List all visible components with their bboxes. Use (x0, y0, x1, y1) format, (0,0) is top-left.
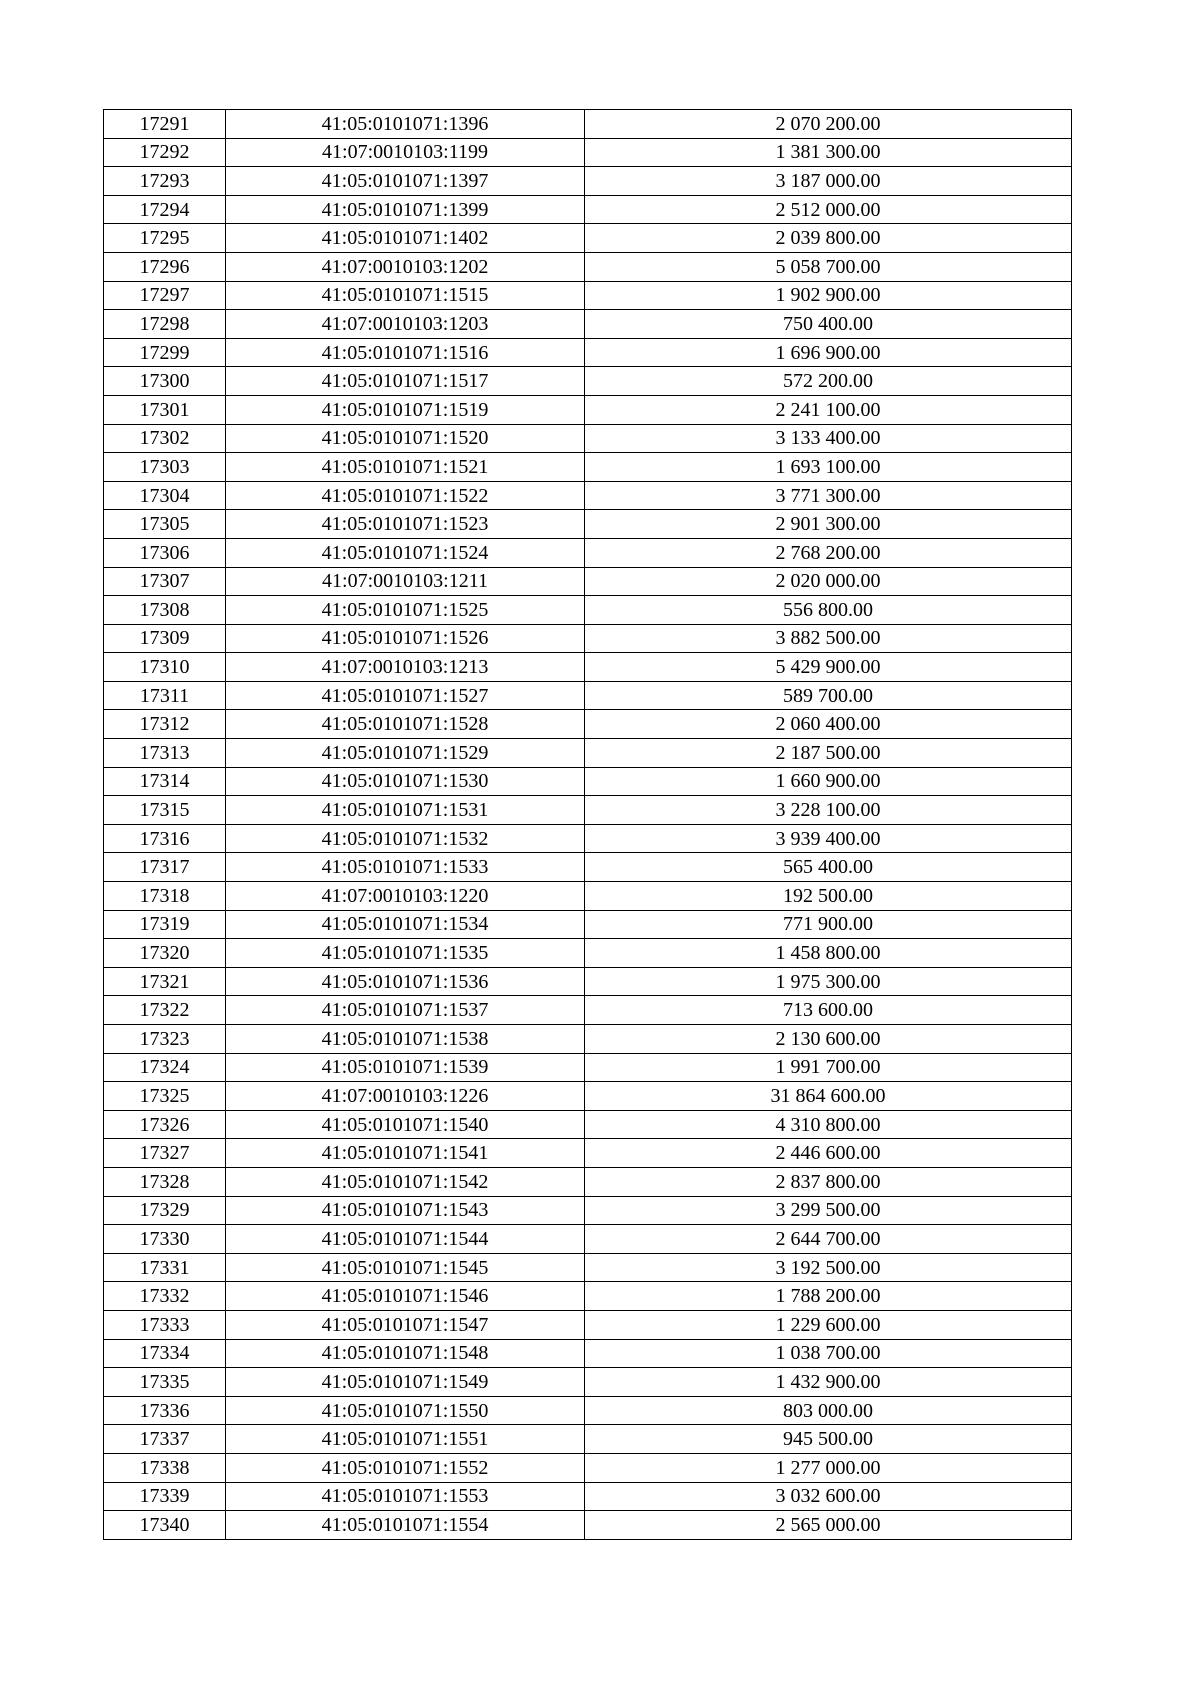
row-number-cell: 17299 (104, 338, 226, 367)
cadastral-value-cell: 565 400.00 (585, 853, 1072, 882)
row-number-cell: 17323 (104, 1025, 226, 1054)
table-row (104, 538, 1072, 567)
row-number-cell: 17337 (104, 1425, 226, 1454)
cadastral-value-cell: 2 130 600.00 (585, 1025, 1072, 1054)
cadastral-number-cell: 41:05:0101071:1399 (226, 195, 585, 224)
cadastral-number-cell: 41:05:0101071:1397 (226, 167, 585, 196)
row-number-cell: 17339 (104, 1482, 226, 1511)
row-number-cell: 17300 (104, 367, 226, 396)
row-number-cell: 17331 (104, 1253, 226, 1282)
table-row (104, 110, 1072, 139)
cadastral-value-cell: 1 902 900.00 (585, 281, 1072, 310)
table-row (104, 767, 1072, 796)
cadastral-number-cell: 41:05:0101071:1531 (226, 796, 585, 825)
cadastral-number-cell: 41:05:0101071:1545 (226, 1253, 585, 1282)
cadastral-value-cell: 1 693 100.00 (585, 453, 1072, 482)
table-row (104, 1368, 1072, 1397)
cadastral-value-cell: 3 299 500.00 (585, 1196, 1072, 1225)
cadastral-number-cell: 41:07:0010103:1213 (226, 653, 585, 682)
cadastral-number-cell: 41:07:0010103:1226 (226, 1082, 585, 1111)
cadastral-number-cell: 41:05:0101071:1520 (226, 424, 585, 453)
cadastral-number-cell: 41:07:0010103:1199 (226, 138, 585, 167)
table-row (104, 1396, 1072, 1425)
row-number-cell: 17332 (104, 1282, 226, 1311)
cadastral-number-cell: 41:05:0101071:1528 (226, 710, 585, 739)
cadastral-number-cell: 41:05:0101071:1525 (226, 596, 585, 625)
cadastral-number-cell: 41:05:0101071:1535 (226, 939, 585, 968)
cadastral-value-cell: 2 565 000.00 (585, 1511, 1072, 1540)
table-row (104, 996, 1072, 1025)
cadastral-number-cell: 41:07:0010103:1211 (226, 567, 585, 596)
table-row (104, 824, 1072, 853)
row-number-cell: 17336 (104, 1396, 226, 1425)
table-row (104, 1425, 1072, 1454)
row-number-cell: 17325 (104, 1082, 226, 1111)
cadastral-value-cell: 2 768 200.00 (585, 538, 1072, 567)
table-row (104, 453, 1072, 482)
table-row (104, 853, 1072, 882)
cadastral-value-cell: 945 500.00 (585, 1425, 1072, 1454)
row-number-cell: 17298 (104, 310, 226, 339)
cadastral-value-cell: 1 788 200.00 (585, 1282, 1072, 1311)
cadastral-value-cell: 2 070 200.00 (585, 110, 1072, 139)
table-row (104, 1339, 1072, 1368)
row-number-cell: 17322 (104, 996, 226, 1025)
cadastral-value-cell: 1 432 900.00 (585, 1368, 1072, 1397)
cadastral-number-cell: 41:05:0101071:1552 (226, 1453, 585, 1482)
cadastral-number-cell: 41:05:0101071:1522 (226, 481, 585, 510)
table-row (104, 224, 1072, 253)
table-row (104, 967, 1072, 996)
row-number-cell: 17308 (104, 596, 226, 625)
table-row (104, 424, 1072, 453)
cadastral-number-cell: 41:05:0101071:1554 (226, 1511, 585, 1540)
cadastral-number-cell: 41:05:0101071:1532 (226, 824, 585, 853)
cadastral-value-cell: 1 277 000.00 (585, 1453, 1072, 1482)
cadastral-value-cell: 2 060 400.00 (585, 710, 1072, 739)
cadastral-number-cell: 41:05:0101071:1524 (226, 538, 585, 567)
row-number-cell: 17312 (104, 710, 226, 739)
table-row (104, 1453, 1072, 1482)
cadastral-value-cell: 3 882 500.00 (585, 624, 1072, 653)
table-row (104, 510, 1072, 539)
row-number-cell: 17329 (104, 1196, 226, 1225)
cadastral-value-cell: 1 381 300.00 (585, 138, 1072, 167)
cadastral-number-cell: 41:05:0101071:1533 (226, 853, 585, 882)
table-row (104, 481, 1072, 510)
cadastral-number-cell: 41:05:0101071:1542 (226, 1167, 585, 1196)
cadastral-number-cell: 41:05:0101071:1396 (226, 110, 585, 139)
cadastral-value-cell: 3 187 000.00 (585, 167, 1072, 196)
cadastral-number-cell: 41:05:0101071:1547 (226, 1310, 585, 1339)
table-row (104, 596, 1072, 625)
row-number-cell: 17310 (104, 653, 226, 682)
cadastral-value-cell: 5 058 700.00 (585, 252, 1072, 281)
cadastral-number-cell: 41:05:0101071:1521 (226, 453, 585, 482)
cadastral-number-cell: 41:07:0010103:1220 (226, 882, 585, 911)
cadastral-value-cell: 3 228 100.00 (585, 796, 1072, 825)
table-body (104, 110, 1072, 1540)
row-number-cell: 17315 (104, 796, 226, 825)
cadastral-number-cell: 41:05:0101071:1534 (226, 910, 585, 939)
cadastral-value-cell: 2 020 000.00 (585, 567, 1072, 596)
row-number-cell: 17333 (104, 1310, 226, 1339)
table-row (104, 882, 1072, 911)
row-number-cell: 17295 (104, 224, 226, 253)
table-row (104, 710, 1072, 739)
row-number-cell: 17326 (104, 1110, 226, 1139)
table-row (104, 1282, 1072, 1311)
table-row (104, 1511, 1072, 1540)
cadastral-value-table-container (103, 109, 1071, 1540)
row-number-cell: 17297 (104, 281, 226, 310)
cadastral-number-cell: 41:05:0101071:1553 (226, 1482, 585, 1511)
table-row (104, 1482, 1072, 1511)
row-number-cell: 17307 (104, 567, 226, 596)
row-number-cell: 17305 (104, 510, 226, 539)
cadastral-number-cell: 41:05:0101071:1544 (226, 1225, 585, 1254)
table-row (104, 653, 1072, 682)
row-number-cell: 17309 (104, 624, 226, 653)
cadastral-value-cell: 1 229 600.00 (585, 1310, 1072, 1339)
cadastral-value-cell: 1 038 700.00 (585, 1339, 1072, 1368)
row-number-cell: 17318 (104, 882, 226, 911)
cadastral-value-cell: 1 696 900.00 (585, 338, 1072, 367)
cadastral-number-cell: 41:05:0101071:1548 (226, 1339, 585, 1368)
cadastral-number-cell: 41:05:0101071:1527 (226, 681, 585, 710)
table-row (104, 310, 1072, 339)
table-row (104, 167, 1072, 196)
table-row (104, 195, 1072, 224)
table-row (104, 681, 1072, 710)
cadastral-value-cell: 750 400.00 (585, 310, 1072, 339)
row-number-cell: 17335 (104, 1368, 226, 1397)
row-number-cell: 17334 (104, 1339, 226, 1368)
cadastral-number-cell: 41:07:0010103:1203 (226, 310, 585, 339)
cadastral-value-cell: 1 991 700.00 (585, 1053, 1072, 1082)
table-row (104, 1225, 1072, 1254)
table-row (104, 367, 1072, 396)
cadastral-number-cell: 41:05:0101071:1517 (226, 367, 585, 396)
cadastral-value-cell: 3 032 600.00 (585, 1482, 1072, 1511)
cadastral-number-cell: 41:05:0101071:1550 (226, 1396, 585, 1425)
table-row (104, 338, 1072, 367)
table-row (104, 1196, 1072, 1225)
cadastral-value-cell: 803 000.00 (585, 1396, 1072, 1425)
row-number-cell: 17306 (104, 538, 226, 567)
table-row (104, 281, 1072, 310)
cadastral-value-cell: 2 187 500.00 (585, 739, 1072, 768)
cadastral-number-cell: 41:05:0101071:1519 (226, 395, 585, 424)
table-row (104, 624, 1072, 653)
cadastral-value-cell: 3 771 300.00 (585, 481, 1072, 510)
cadastral-value-cell: 5 429 900.00 (585, 653, 1072, 682)
row-number-cell: 17317 (104, 853, 226, 882)
row-number-cell: 17327 (104, 1139, 226, 1168)
cadastral-value-cell: 3 133 400.00 (585, 424, 1072, 453)
cadastral-number-cell: 41:05:0101071:1515 (226, 281, 585, 310)
table-row (104, 567, 1072, 596)
cadastral-value-cell: 2 837 800.00 (585, 1167, 1072, 1196)
cadastral-number-cell: 41:05:0101071:1546 (226, 1282, 585, 1311)
row-number-cell: 17321 (104, 967, 226, 996)
cadastral-number-cell: 41:05:0101071:1543 (226, 1196, 585, 1225)
cadastral-value-cell: 2 901 300.00 (585, 510, 1072, 539)
cadastral-number-cell: 41:05:0101071:1551 (226, 1425, 585, 1454)
row-number-cell: 17302 (104, 424, 226, 453)
cadastral-value-cell: 1 660 900.00 (585, 767, 1072, 796)
cadastral-value-cell: 2 512 000.00 (585, 195, 1072, 224)
table-row (104, 1139, 1072, 1168)
cadastral-value-cell: 713 600.00 (585, 996, 1072, 1025)
row-number-cell: 17293 (104, 167, 226, 196)
cadastral-value-cell: 2 644 700.00 (585, 1225, 1072, 1254)
cadastral-value-cell: 31 864 600.00 (585, 1082, 1072, 1111)
table-row (104, 939, 1072, 968)
cadastral-value-cell: 1 458 800.00 (585, 939, 1072, 968)
row-number-cell: 17328 (104, 1167, 226, 1196)
table-row (104, 1082, 1072, 1111)
row-number-cell: 17311 (104, 681, 226, 710)
cadastral-number-cell: 41:05:0101071:1541 (226, 1139, 585, 1168)
row-number-cell: 17294 (104, 195, 226, 224)
row-number-cell: 17291 (104, 110, 226, 139)
table-row (104, 138, 1072, 167)
table-row (104, 1310, 1072, 1339)
row-number-cell: 17330 (104, 1225, 226, 1254)
row-number-cell: 17304 (104, 481, 226, 510)
cadastral-number-cell: 41:05:0101071:1537 (226, 996, 585, 1025)
cadastral-number-cell: 41:05:0101071:1402 (226, 224, 585, 253)
cadastral-value-cell: 589 700.00 (585, 681, 1072, 710)
cadastral-number-cell: 41:05:0101071:1523 (226, 510, 585, 539)
cadastral-number-cell: 41:05:0101071:1549 (226, 1368, 585, 1397)
row-number-cell: 17292 (104, 138, 226, 167)
row-number-cell: 17303 (104, 453, 226, 482)
cadastral-number-cell: 41:05:0101071:1530 (226, 767, 585, 796)
table-row (104, 796, 1072, 825)
cadastral-number-cell: 41:05:0101071:1516 (226, 338, 585, 367)
table-row (104, 739, 1072, 768)
table-row (104, 910, 1072, 939)
cadastral-number-cell: 41:07:0010103:1202 (226, 252, 585, 281)
row-number-cell: 17313 (104, 739, 226, 768)
row-number-cell: 17301 (104, 395, 226, 424)
cadastral-value-cell: 2 446 600.00 (585, 1139, 1072, 1168)
table-row (104, 252, 1072, 281)
cadastral-value-table (103, 109, 1072, 1540)
cadastral-value-cell: 2 039 800.00 (585, 224, 1072, 253)
cadastral-value-cell: 3 192 500.00 (585, 1253, 1072, 1282)
row-number-cell: 17319 (104, 910, 226, 939)
cadastral-value-cell: 4 310 800.00 (585, 1110, 1072, 1139)
table-row (104, 1025, 1072, 1054)
table-row (104, 1110, 1072, 1139)
table-row (104, 1167, 1072, 1196)
row-number-cell: 17320 (104, 939, 226, 968)
cadastral-number-cell: 41:05:0101071:1536 (226, 967, 585, 996)
cadastral-number-cell: 41:05:0101071:1538 (226, 1025, 585, 1054)
row-number-cell: 17338 (104, 1453, 226, 1482)
row-number-cell: 17340 (104, 1511, 226, 1540)
row-number-cell: 17314 (104, 767, 226, 796)
cadastral-value-cell: 771 900.00 (585, 910, 1072, 939)
table-row (104, 1253, 1072, 1282)
cadastral-value-cell: 3 939 400.00 (585, 824, 1072, 853)
table-row (104, 395, 1072, 424)
cadastral-number-cell: 41:05:0101071:1539 (226, 1053, 585, 1082)
table-row (104, 1053, 1072, 1082)
cadastral-value-cell: 192 500.00 (585, 882, 1072, 911)
cadastral-number-cell: 41:05:0101071:1526 (226, 624, 585, 653)
cadastral-value-cell: 1 975 300.00 (585, 967, 1072, 996)
row-number-cell: 17316 (104, 824, 226, 853)
cadastral-value-cell: 2 241 100.00 (585, 395, 1072, 424)
row-number-cell: 17324 (104, 1053, 226, 1082)
cadastral-number-cell: 41:05:0101071:1529 (226, 739, 585, 768)
cadastral-value-cell: 572 200.00 (585, 367, 1072, 396)
cadastral-number-cell: 41:05:0101071:1540 (226, 1110, 585, 1139)
row-number-cell: 17296 (104, 252, 226, 281)
cadastral-value-cell: 556 800.00 (585, 596, 1072, 625)
